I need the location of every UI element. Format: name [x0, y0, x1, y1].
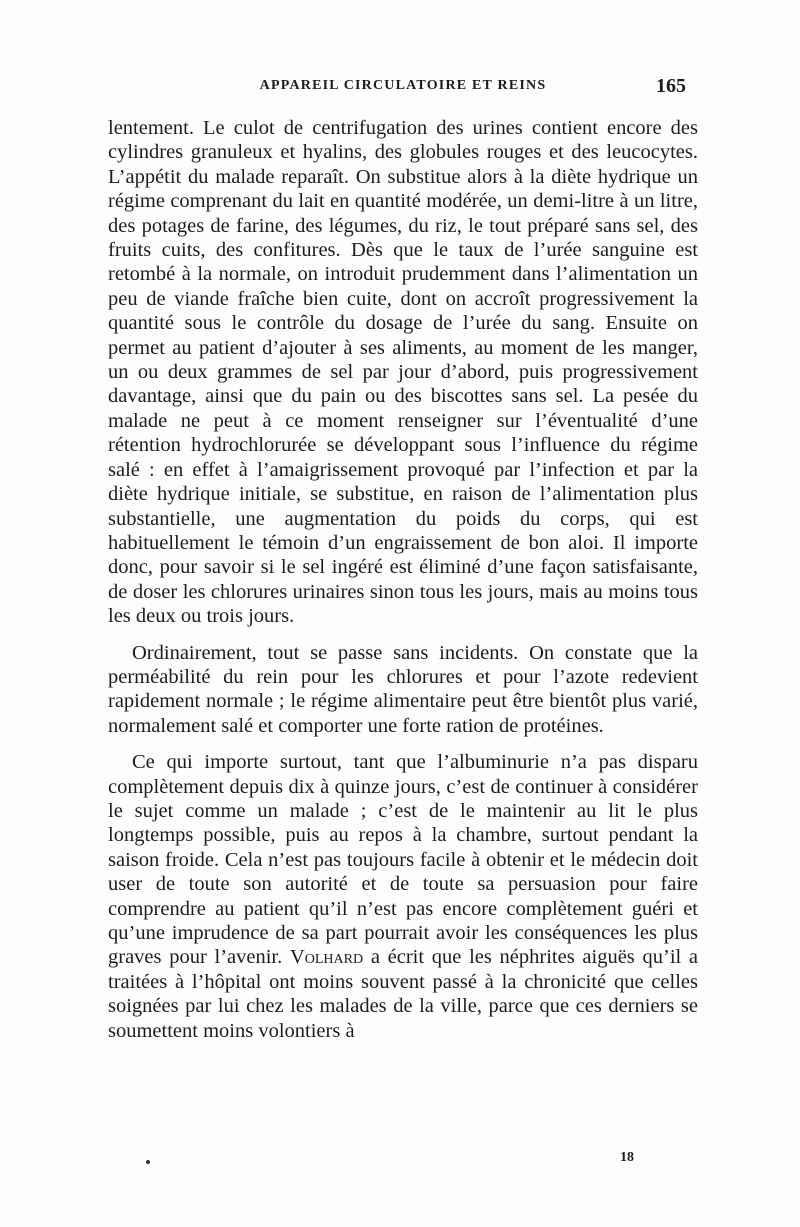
paragraph-1: lentement. Le culot de centrifugation des urines contient encore des cylindres granuleux et hyalins, des globules rouges et des leucocytes. L’appétit du malade reparaît. On substitue alors à la diète hydrique un régime comprenant du lait en quantité modérée, un demi-litre à un litre, des potages de farine, des légumes, du riz, le tout préparé sans sel, des fruits cuits, des confitures. Dès que le taux de l’urée sanguine est retombé à la normale, on introduit prudemment dans l’alimentation un peu de viande fraîche bien cuite, dont on accroît progressivement la quantité sous le contrôle du dosage de l’urée du sang. Ensuite on permet au patient d’ajouter à ses aliments, au moment de les manger, un ou deux grammes de sel par jour d’abord, puis progressivement davantage, ainsi que du pain ou des biscottes sans sel. La pesée du malade ne peut à ce moment renseigner sur l’éventualité d’une rétention hydrochlorurée se développant sous l’influence du régime salé : en effet à l’amaigrissement provoqué par l’infection et par la diète hydrique initiale, se substitue, en raison de l’alimentation plus substantielle, une augmentation du poids du corps, qui est habituellement le témoin d’un engraissement de bon aloi. Il importe donc, pour savoir si le sel ingéré est éliminé d’une façon satisfaisante, de doser les chlorures urinaires sinon tous les jours, mais au moins tous les deux ou trois jours.: [108, 117, 698, 628]
body-text: [108, 116, 698, 1043]
signature-mark: 18: [620, 1150, 634, 1165]
paragraph-3: [108, 750, 698, 1043]
running-head: [108, 75, 698, 102]
author-name: Volhard: [289, 946, 364, 969]
paragraph-2: Ordinairement, tout se passe sans incidents. On constate que la perméabilité du rein pour les chlorures et pour l’azote redevient rapidement normale ; le régime alimentaire peut être bientôt plus varié, normalement salé et comporter une forte ration de protéines.: [108, 641, 698, 737]
page-number: 165: [656, 75, 686, 97]
paragraph-3-text-after: a écrit que les néphrites aiguës qu’il a traitées à l’hôpital ont moins souvent passé à la chronicité que celles soignées par lui chez les malades de la ville, parce que ces derniers se soumettent moins volontiers à: [108, 946, 699, 1042]
printer-dot: [146, 1160, 150, 1164]
paragraph-3-text-before: Ce qui importe surtout, tant que l’albuminurie n’a pas disparu complètement depuis dix à quinze jours, c’est de continuer à considérer le sujet comme un malade ; c’est de le maintenir au lit le plus longtemps possible, puis au repos à la chambre, surtout pendant la saison froide. Cela n’est pas toujours facile à obtenir et le médecin doit user de toute son autorité et de toute sa persuasion pour faire comprendre au patient qu’il n’est pas encore complètement guéri et qu’une imprudence de sa part pourrait avoir les conséquences les plus graves pour l’avenir.: [108, 751, 698, 969]
running-title: APPAREIL CIRCULATOIRE ET REINS: [259, 78, 547, 93]
